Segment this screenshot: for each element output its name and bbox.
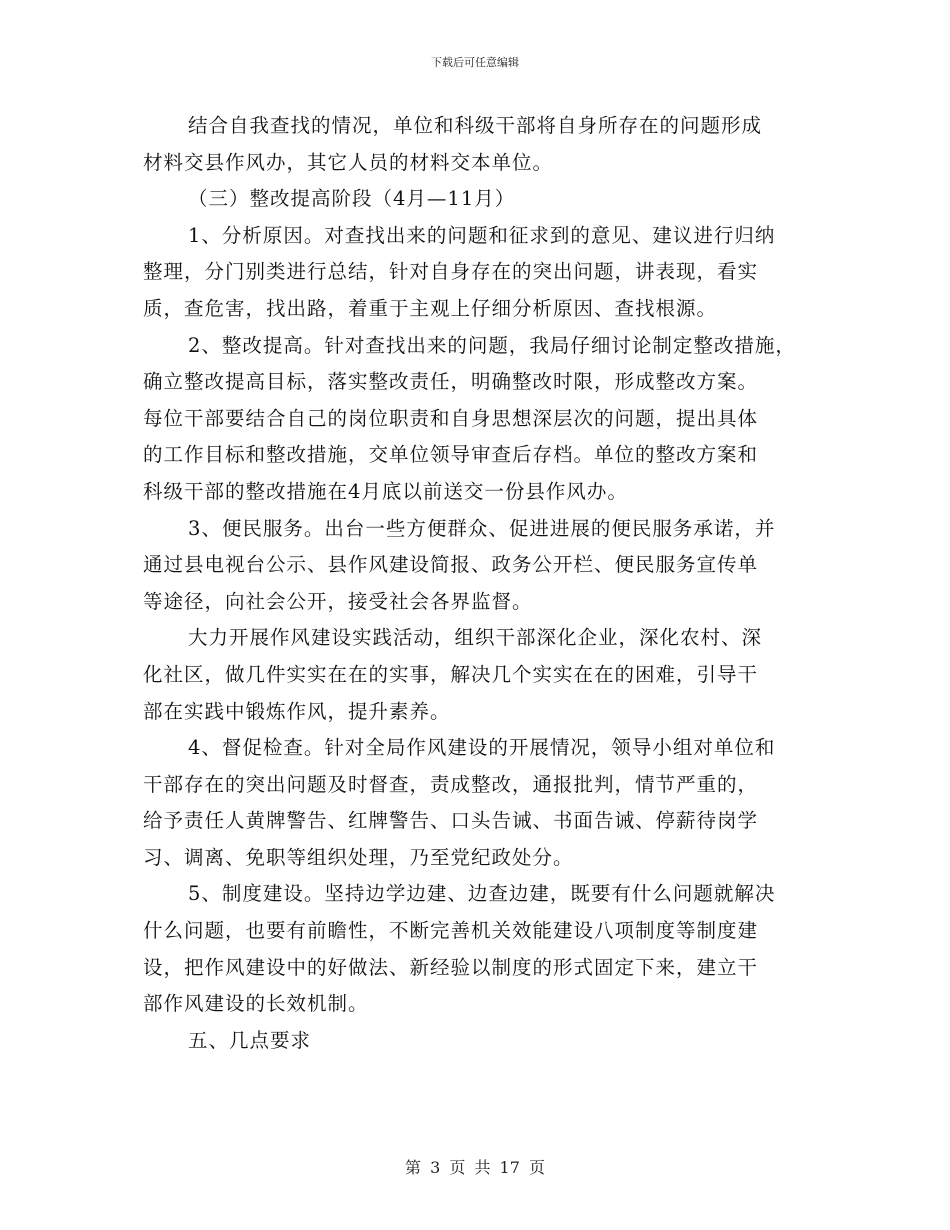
paragraph-line: 确立整改提高目标，落实整改责任，明确整改时限，形成整改方案。: [143, 370, 759, 394]
document-body: [143, 108, 813, 1059]
paragraph-line: 给予责任人黄牌警告、红牌警告、口头告诫、书面告诫、停薪待岗学: [143, 809, 759, 833]
paragraph-line: 通过县电视台公示、县作风建设简报、政务公开栏、便民服务宣传单: [143, 553, 759, 577]
paragraph-line: 4、督促检查。针对全局作风建设的开展情况，领导小组对单位和: [188, 736, 776, 760]
paragraph-line: 的工作目标和整改措施，交单位领导审查后存档。单位的整改方案和: [143, 443, 759, 467]
paragraph-line: 科级干部的整改措施在4月底以前送交一份县作风办。: [143, 479, 628, 503]
paragraph-line: 3、便民服务。出台一些方便群众、促进进展的便民服务承诺，并: [188, 516, 776, 540]
paragraph-line: 什么问题，也要有前瞻性，不断完善机关效能建设八项制度等制度建: [143, 919, 759, 943]
section-heading: （三）整改提高阶段（4月—11月）: [188, 187, 516, 211]
paragraph-line: 设，把作风建设中的好做法、新经验以制度的形式固定下来，建立干: [143, 955, 759, 979]
paragraph-line: 整理，分门别类进行总结，针对自身存在的突出问题，讲表现，看实: [143, 260, 759, 284]
paragraph-line: 等途径，向社会公开，接受社会各界监督。: [143, 589, 533, 613]
paragraph-line: 干部存在的突出问题及时督查，责成整改，通报批判，情节严重的，: [143, 772, 759, 796]
paragraph-line: 质，查危害，找出路，着重于主观上仔细分析原因、查找根源。: [143, 296, 718, 320]
page-footer: 第 3 页 共 17 页: [405, 1158, 545, 1177]
paragraph-line: 每位干部要结合自己的岗位职责和自身思想深层次的问题，提出具体: [143, 406, 759, 430]
page-header: 下载后可任意编辑: [431, 56, 519, 69]
section-heading: 五、几点要求: [188, 1028, 312, 1052]
paragraph-line: 部作风建设的长效机制。: [143, 992, 369, 1016]
paragraph-line: 1、分析原因。对查找出来的问题和征求到的意见、建议进行归纳: [188, 223, 776, 247]
paragraph-line: 大力开展作风建设实践活动，组织干部深化企业，深化农村、深: [188, 626, 763, 650]
paragraph-line: 结合自我查找的情况，单位和科级干部将自身所存在的问题形成: [188, 114, 763, 137]
paragraph-line: 材料交县作风办，其它人员的材料交本单位。: [143, 150, 554, 174]
paragraph-line: 化社区，做几件实实在在的实事，解决几个实实在在的困难，引导干: [143, 662, 759, 686]
paragraph-line: 2、整改提高。针对查找出来的问题，我局仔细讨论制定整改措施，: [188, 333, 796, 357]
paragraph-line: 部在实践中锻炼作风，提升素养。: [143, 699, 451, 723]
paragraph-line: 习、调离、免职等组织处理，乃至党纪政处分。: [143, 845, 574, 869]
paragraph-line: 5、制度建设。坚持边学边建、边查边建，既要有什么问题就解决: [188, 882, 776, 906]
